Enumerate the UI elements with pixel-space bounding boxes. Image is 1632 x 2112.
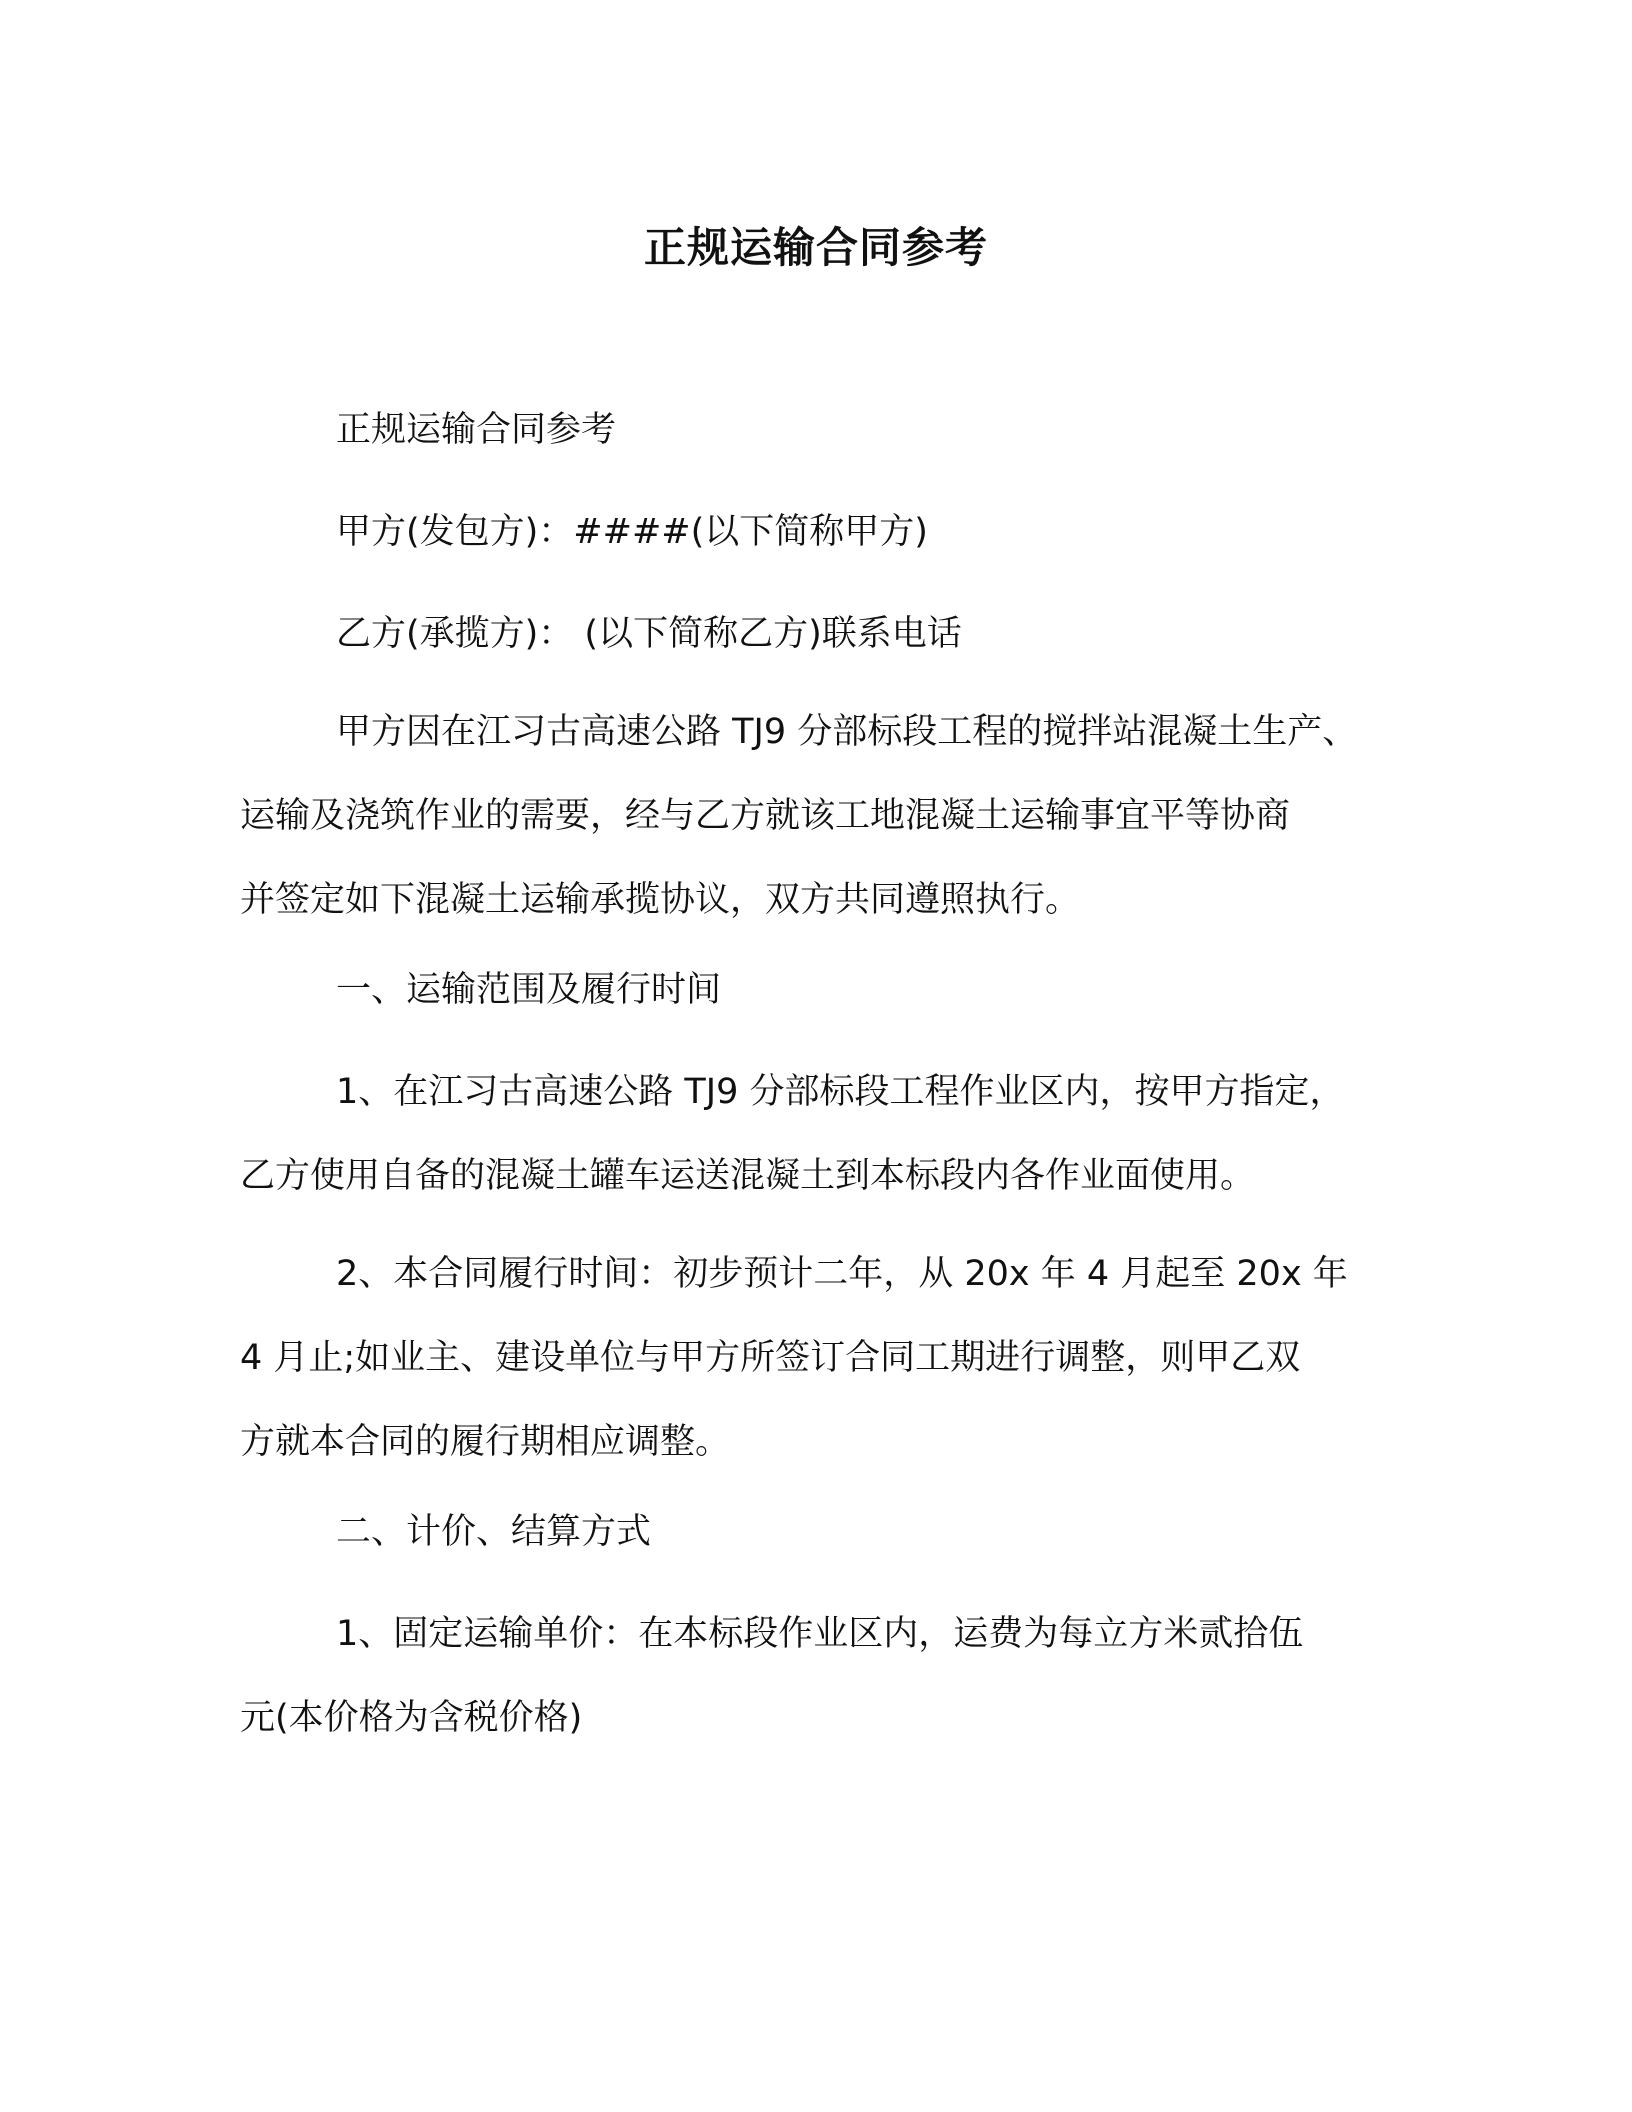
paragraph-intro: [240, 690, 1420, 942]
paragraph-line: 2、本合同履行时间：初步预计二年，从 20x 年 4 月起至 20x 年: [336, 1254, 1348, 1294]
paragraph-line: 甲方(发包方)：####(以下简称甲方): [336, 512, 928, 552]
clause-1-1: [240, 1050, 1420, 1218]
paragraph-line: 4 月止;如业主、建设单位与甲方所签订合同工期进行调整，则甲乙双: [240, 1338, 1301, 1378]
paragraph-line: 一、运输范围及履行时间: [336, 970, 722, 1010]
paragraph-line: 方就本合同的履行期相应调整。: [240, 1422, 731, 1462]
section-heading-2: [240, 1490, 1420, 1574]
paragraph-party-a: [240, 490, 1420, 574]
document-title: 正规运输合同参考: [643, 223, 988, 272]
clause-2-1: [240, 1592, 1420, 1760]
paragraph-line: 运输及浇筑作业的需要，经与乙方就该工地混凝土运输事宜平等协商: [240, 796, 1291, 836]
paragraph-party-b: [240, 592, 1420, 676]
paragraph-line: 乙方使用自备的混凝土罐车运送混凝土到本标段内各作业面使用。: [240, 1156, 1256, 1196]
paragraph-line: 并签定如下混凝土运输承揽协议，双方共同遵照执行。: [240, 880, 1081, 920]
clause-1-2: [240, 1232, 1420, 1484]
paragraph-line: 1、固定运输单价：在本标段作业区内，运费为每立方米贰拾伍: [336, 1614, 1304, 1654]
paragraph-heading: [240, 388, 1420, 472]
paragraph-line: 元(本价格为含税价格): [240, 1698, 583, 1738]
section-heading-1: [240, 948, 1420, 1032]
paragraph-line: 1、在江习古高速公路 TJ9 分部标段工程作业区内，按甲方指定，: [336, 1072, 1345, 1112]
paragraph-line: 甲方因在江习古高速公路 TJ9 分部标段工程的搅拌站混凝土生产、: [336, 712, 1358, 752]
paragraph-line: 二、计价、结算方式: [336, 1512, 652, 1552]
paragraph-line: 正规运输合同参考: [336, 410, 617, 450]
paragraph-line: 乙方(承揽方)： (以下简称乙方)联系电话: [336, 614, 962, 654]
